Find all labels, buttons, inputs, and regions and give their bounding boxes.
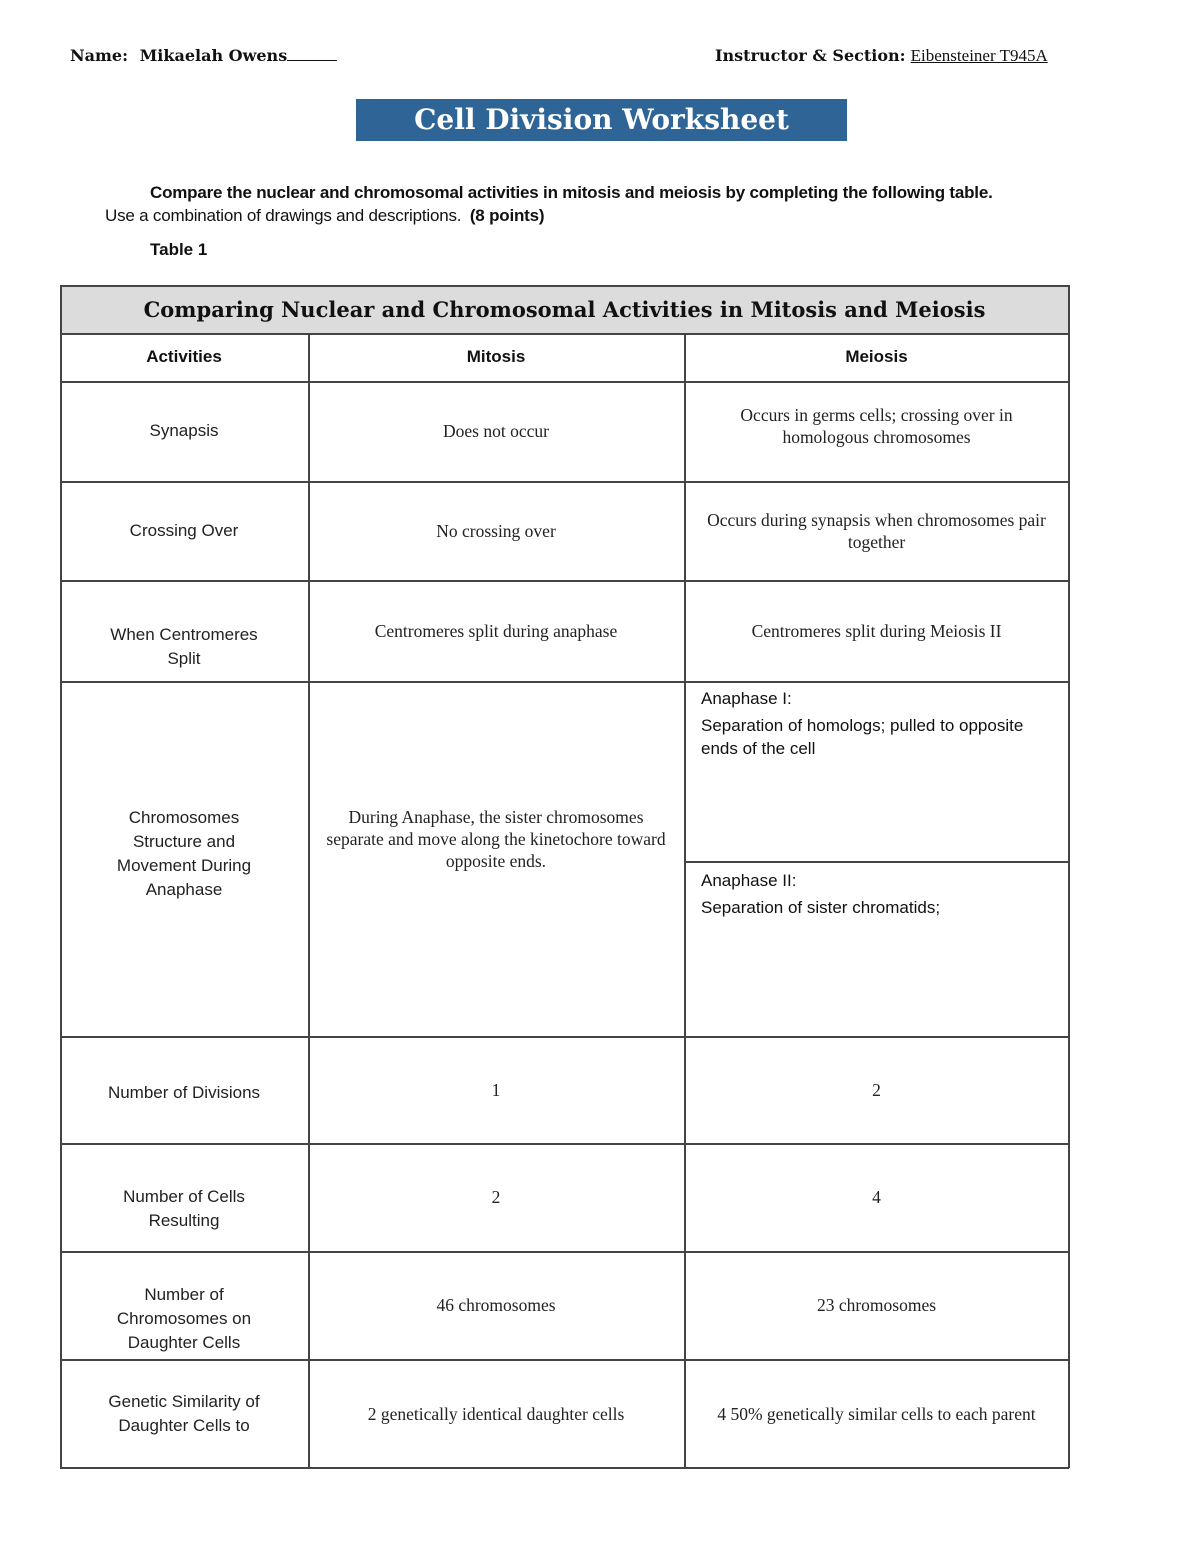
table-rule — [60, 333, 1069, 335]
activity-synapsis: Synapsis — [149, 421, 219, 440]
header-mitosis: Mitosis — [466, 347, 526, 366]
anaphase-2-title: Anaphase II: — [701, 871, 797, 890]
name-label: Name: — [70, 46, 129, 65]
anaphase-2-text: Separation of sister chromatids; — [701, 898, 941, 917]
meiosis-number-of-cells: 4 — [872, 1187, 881, 1207]
meiosis-centromeres-split: Centromeres split during Meiosis II — [751, 620, 1002, 641]
table-rule — [60, 1359, 1069, 1361]
meiosis-anaphase-2 — [701, 869, 1051, 919]
meiosis-synapsis: Occurs in germs cells; crossing over in homologous chromosomes — [740, 405, 1013, 447]
table-border — [60, 285, 1069, 287]
table-rule — [60, 1143, 1069, 1145]
instructions-line-1: Compare the nuclear and chromosomal activities in mitosis and meiosis by completing the following table. — [150, 183, 993, 202]
instructions-line-2 — [105, 206, 544, 226]
header-activities: Activities — [146, 347, 222, 366]
comparison-table — [60, 285, 1069, 1468]
name-underline — [287, 46, 337, 61]
worksheet-title: Cell Division Worksheet — [356, 99, 847, 141]
header-meiosis: Meiosis — [845, 347, 908, 366]
table-caption: Comparing Nuclear and Chromosomal Activities in Mitosis and Meiosis — [60, 285, 1069, 333]
table-border — [60, 1467, 1069, 1469]
meiosis-number-of-chromosomes: 23 chromosomes — [816, 1295, 937, 1315]
table-rule — [60, 481, 1069, 483]
mitosis-anaphase: During Anaphase, the sister chromosomes separate and move along the kinetochore toward opposite ends. — [326, 806, 666, 871]
table-rule — [684, 861, 1069, 863]
meiosis-anaphase-1 — [701, 687, 1051, 760]
table-rule — [308, 333, 310, 1468]
mitosis-crossing-over: No crossing over — [436, 520, 556, 541]
mitosis-number-of-chromosomes: 46 chromosomes — [436, 1295, 556, 1315]
table-rule — [684, 333, 686, 1468]
instructor-section-line — [715, 46, 1048, 66]
mitosis-centromeres-split: Centromeres split during anaphase — [374, 620, 618, 641]
activity-number-of-divisions: Number of Divisions — [107, 1082, 261, 1102]
instructions-text: Use a combination of drawings and descriptions. — [105, 206, 462, 225]
activity-anaphase: Chromosomes Structure and Movement During Anaphase — [116, 807, 252, 899]
anaphase-1-text: Separation of homologs; pulled to opposite ends of the cell — [701, 716, 1024, 758]
table-label: Table 1 — [150, 240, 208, 259]
table-rule — [60, 1036, 1069, 1038]
table-rule — [60, 580, 1069, 582]
activity-crossing-over: Crossing Over — [129, 520, 239, 540]
student-name: Mikaelah Owens — [139, 46, 288, 65]
table-border — [60, 285, 62, 1468]
table-rule — [60, 681, 1069, 683]
instructor-value: Eibensteiner T945A — [910, 46, 1048, 65]
mitosis-number-of-cells: 2 — [491, 1187, 501, 1207]
activity-centromeres-split: When Centromeres Split — [110, 624, 258, 668]
table-rule — [60, 1251, 1069, 1253]
mitosis-number-of-divisions: 1 — [491, 1079, 501, 1100]
student-name-line — [70, 46, 337, 65]
table-rule — [60, 381, 1069, 383]
meiosis-genetic-similarity: 4 50% genetically similar cells to each parent — [717, 1403, 1036, 1424]
meiosis-crossing-over: Occurs during synapsis when chromosomes pair together — [707, 509, 1046, 552]
activity-number-of-cells: Number of Cells Resulting — [123, 1187, 245, 1230]
points-value: (8 points) — [469, 206, 545, 225]
instructor-label: Instructor & Section: — [715, 46, 906, 65]
mitosis-synapsis: Does not occur — [443, 421, 549, 441]
mitosis-genetic-similarity: 2 genetically identical daughter cells — [367, 1403, 625, 1424]
meiosis-number-of-divisions: 2 — [872, 1079, 881, 1100]
anaphase-1-title: Anaphase I: — [701, 689, 792, 708]
activity-genetic-similarity: Genetic Similarity of Daughter Cells to — [108, 1391, 260, 1435]
table-border — [1068, 285, 1070, 1468]
activity-number-of-chromosomes: Number of Chromosomes on Daughter Cells — [116, 1285, 252, 1352]
